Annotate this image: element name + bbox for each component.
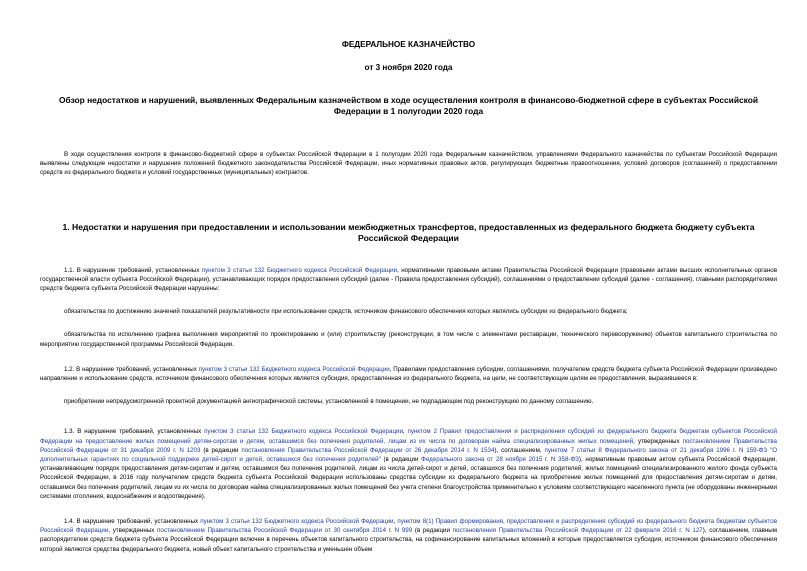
review-title: Обзор недостатков и нарушений, выявленных Федеральным казначейством в ходе осуществления контроля в финансово-бюджетной сфере в субъектах Российской Федерации в 1 полугодии 2020 года (59, 95, 758, 116)
link-subsidy-rules-orphans[interactable]: пунктом 2 Правил предоставления и распределения субсидий из федерального бюджета бюджетам субъектов Российской Федерации на предоставление жилых помещений детям-сиротам и детям, оставшимся без попечения родителей, лицам из их числа по договорам найма специализированных жилых помещений (40, 428, 777, 445)
paragraph-1-1-item-2: обязательства по исполнению графика выполнения мероприятий по проектированию и (или) строительству (реконструкции, в том числе с элементами реставрации, технического перевооружению) объектов капитального строительства по мероприятию государственной программы Российской Федерации. (40, 331, 777, 348)
link-resolution-127[interactable]: постановления Правительства Российской Федерации от 22 февраля 2016 г. N 127 (452, 527, 703, 535)
link-federal-law-358[interactable]: Федерального закона от 28 ноября 2015 г. N 358-ФЗ (421, 456, 579, 464)
link-subsidy-rules-8-1[interactable]: пунктом 8(1) Правил формирования, предоставления и распределения субсидий из федерального бюджета бюджетам субъектов Российской Федерации (40, 518, 777, 535)
intro-paragraph: В ходе осуществления контроля в финансово-бюджетной сфере в субъектах Российской Федерации в 1 полугодии 2020 года Федеральным казначейством, управлениями Федерального казначейства по субъектам Российской Федерации выявлены следующие недостатки и нарушения положений бюджетного законодательства Российской Федерации, иных нормативных правовых актов, регулирующих бюджетные правоотношения, условий договоров (соглашений) о предоставлении средств из федерального бюджета и условий государственных (муниципальных) контрактов. (40, 151, 777, 177)
paragraph-1-2: 1.2. В нарушение требований, установленных пунктом 3 статьи 132 Бюджетного кодекса Российской Федерации, Правилами предоставления субсидии, соглашениями, получателем средств бюджета субъекта Российской Федерации произведено направление и использование средств, источником финансового обеспечения которых является субсидия, предоставленная из федерального бюджета, на цели, не соответствующие целям ее предоставления, выразившееся в: (40, 365, 777, 383)
link-federal-law-159[interactable]: пунктом 7 статьи 8 Федерального закона от 21 декабря 1996 г. N 159-ФЗ "О дополнительных гарантиях по социальной поддержке детей-сирот и детей, оставшихся без попечения родителей" (40, 446, 778, 464)
link-budget-code-art132[interactable]: пунктом 3 статьи 132 Бюджетного кодекса Российской Федерации (204, 428, 403, 436)
paragraph-1-4: 1.4. В нарушение требований, установленных пунктом 3 статьи 132 Бюджетного кодекса Российской Федерации, пунктом 8(1) Правил формирования, предоставления и распределения субсидий из федерального бюджета бюджетам субъектов Российской Федерации, утвержденных постановлением Правительства Российской Федерации от 30 сентября 2014 г. N 999 (в редакции постановления Правительства Российской Федерации от 22 февраля 2016 г. N 127), соглашением, главным распорядителем средств бюджета субъекта Российской Федерации включен в перечень объектов капитального строительства, на софинансирование капитальных вложений в которые предоставляется субсидия, источником финансового обеспечения которой являются средства федерального бюджета, новый объект капитального строительства и уменьшен объем (40, 518, 777, 553)
link-budget-code-art132[interactable]: пунктом 3 статьи 132 Бюджетного кодекса Российской Федерации (200, 518, 394, 526)
link-resolution-1203[interactable]: постановлением Правительства Российской Федерации от 31 декабря 2009 г. N 1203 (40, 437, 777, 454)
link-budget-code-art132[interactable]: пунктом 3 статьи 132 Бюджетного кодекса Российской Федерации (198, 365, 390, 373)
date-line: от 3 ноября 2020 года (364, 63, 453, 72)
link-resolution-999[interactable]: постановлением Правительства Российской Федерации от 30 сентября 2014 г. N 999 (157, 527, 413, 535)
paragraph-1-2-item-1: приобретении непредусмотренной проектной документацией ангиографической системы, установленной в помещении, не подпадающем под реконструкцию по данному соглашению. (64, 398, 594, 406)
paragraph-1-3: 1.3. В нарушение требований, установленных пунктом 3 статьи 132 Бюджетного кодекса Российской Федерации, пунктом 2 Правил предоставления и распределения субсидий из федерального бюджета бюджетам субъектов Российской Федерации на предоставление жилых помещений детям-сиротам и детям, оставшимся без попечения родителей, лицам из их числа по договорам найма специализированных жилых помещений, утвержденных постановлением Правительства Российской Федерации от 31 декабря 2009 г. N 1203 (в редакции постановления Правительства Российской Федерации от 26 декабря 2014 г. N 1534), соглашением, пунктом 7 статьи 8 Федерального закона от 21 декабря 1996 г. N 159-ФЗ "О дополнительных гарантиях по социальной поддержке детей-сирот и детей, оставшихся без попечения родителей" (в редакции Федерального закона от 28 ноября 2015 г. N 358-ФЗ), нормативным правовым актом субъекта Российской Федерации, устанавливающим порядок предоставления детям-сиротам и детям, оставшимся без попечения родителей, лицам из числа детей-сирот и детей, оставшихся без попечения родителей, жилых помещений специализированного жилого фонда субъекта Российской Федерации, в 2016 году получателем средств бюджета субъекта Российской Федерации использованы средства субсидии из федерального бюджета на приобретение жилых помещений для предоставления детям-сиротам и детям, оставшимся без попечения родителей, лицам из их числа по договорам найма специализированных жилых помещений без учета степени благоустройства применительно к условиям соответствующего населенного пункта (не оборудованы инженерными системами отопления, водоснабжения и водоотведения). (40, 428, 778, 500)
paragraph-1-1: 1.1. В нарушение требований, установленных пунктом 3 статьи 132 Бюджетного кодекса Российской Федерации, нормативными правовыми актами Правительства Российской Федерации (правовыми актами высших исполнительных органов государственной власти субъекта Российской Федерации), устанавливающих порядок предоставления субсидий (далее - Правила предоставления субсидий), соглашениями о предоставлении субсидий (далее - соглашения), главными распорядителями средств бюджета субъекта Российской Федерации нарушены: (40, 266, 778, 293)
link-budget-code-art132[interactable]: пунктом 3 статьи 132 Бюджетного кодекса Российской Федерации (201, 266, 398, 274)
paragraph-1-1-item-1: обязательства по достижению значений показателей результативности при использовании средств, источником финансового обеспечения которых являлись субсидии из федерального бюджета; (64, 308, 628, 316)
section-1-title: 1. Недостатки и нарушения при предоставлении и использовании межбюджетных трансфертов, предоставленных из федерального бюджета бюджету субъекта Российской Федерации (62, 221, 755, 243)
org-title: ФЕДЕРАЛЬНОЕ КАЗНАЧЕЙСТВО (341, 40, 476, 49)
link-resolution-1534[interactable]: постановления Правительства Российской Федерации от 26 декабря 2014 г. N 1534 (241, 446, 495, 454)
